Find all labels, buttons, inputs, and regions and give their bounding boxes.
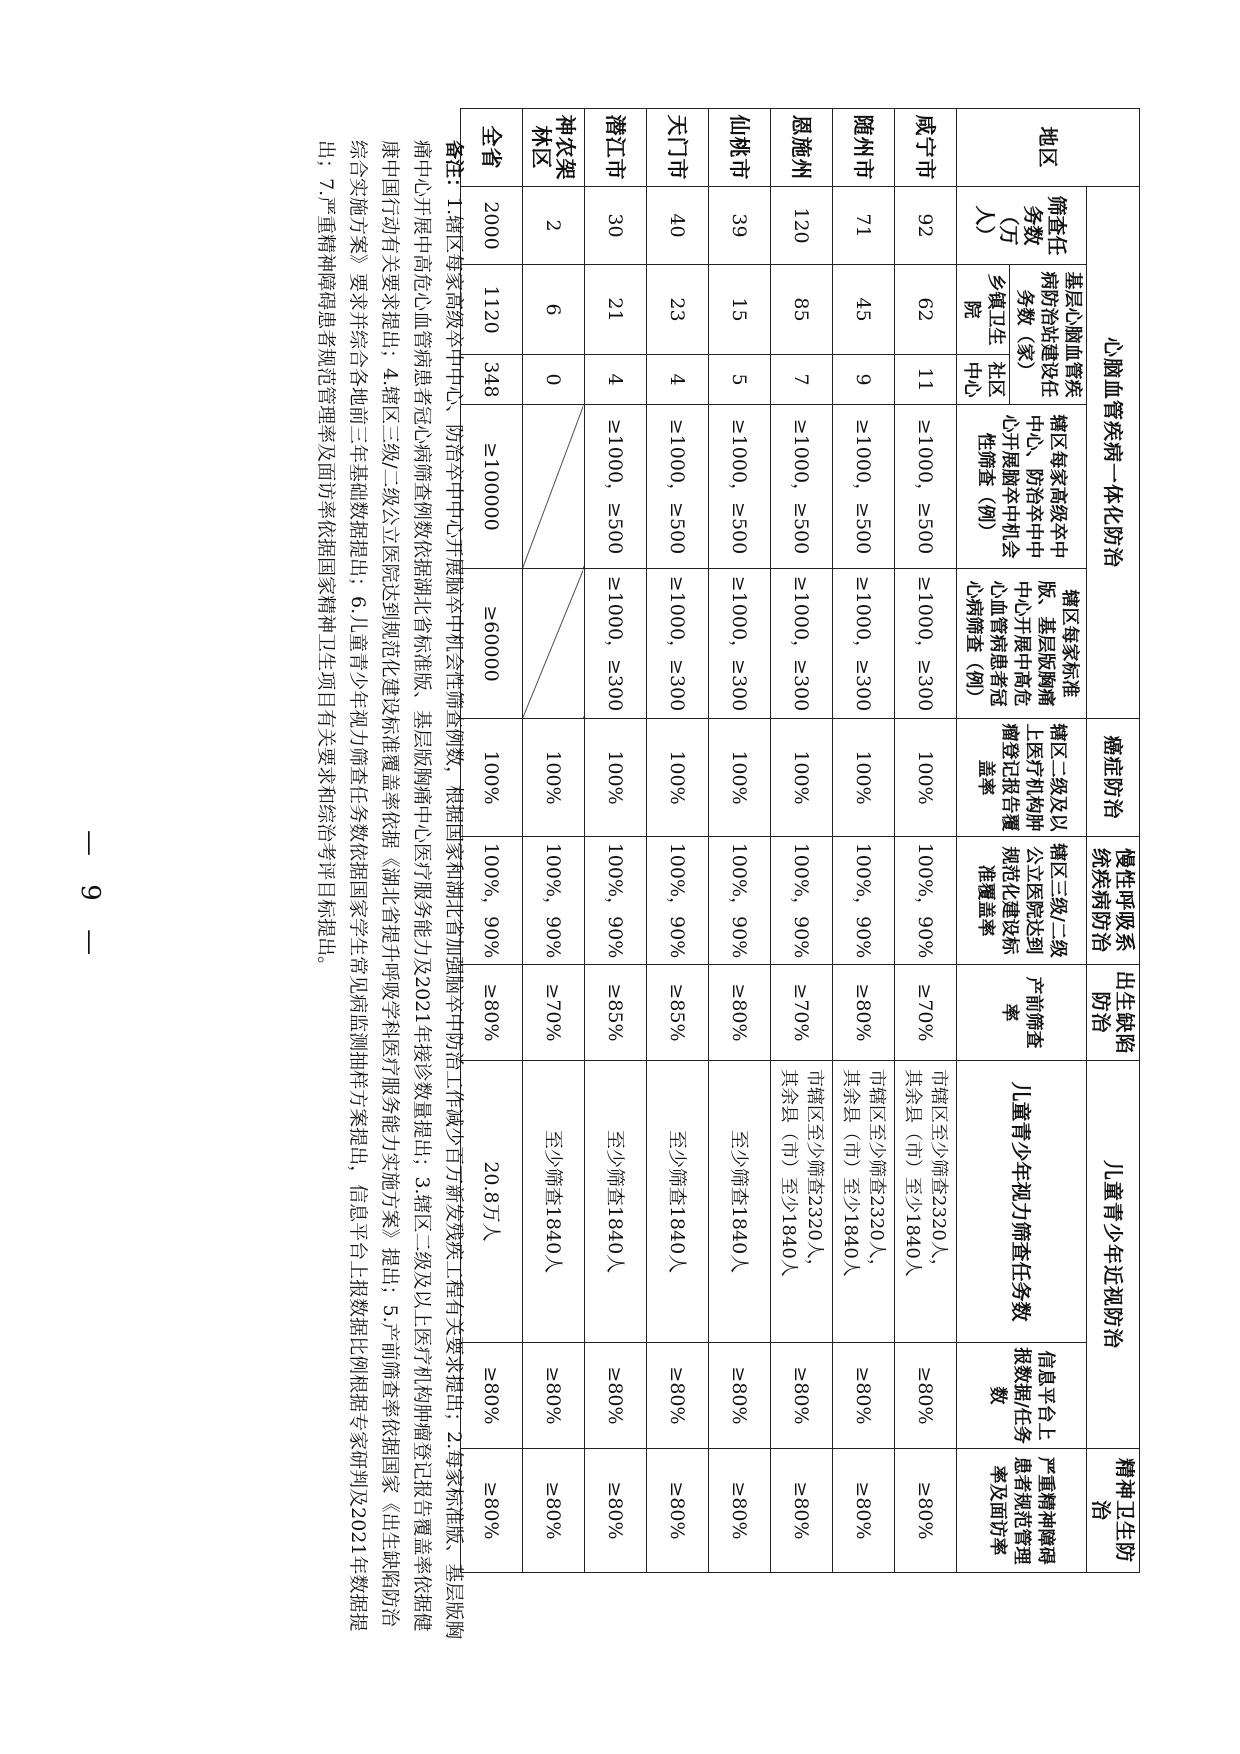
- myopia-header: 儿童青少年近视防治: [1087, 1061, 1140, 1449]
- task-cell: 30: [585, 187, 647, 265]
- stroke-cell: ≥1000，≥500: [895, 405, 957, 569]
- township-cell: 15: [709, 265, 771, 355]
- table-row: [709, 109, 771, 1573]
- info-cell: ≥80%: [895, 1343, 957, 1449]
- community-cell: 4: [647, 355, 709, 405]
- cancer-header: 癌症防治: [1087, 719, 1140, 837]
- stroke-cell: ≥1000，≥500: [771, 405, 833, 569]
- table-row: [895, 109, 957, 1573]
- cancer-col-header: 辖区二级及以上医疗机构肿瘤登记报告覆盖率: [957, 719, 1087, 837]
- vision-header: 儿童青少年视力筛查任务数: [957, 1061, 1087, 1343]
- township-cell: 45: [833, 265, 895, 355]
- vision-line-1: 市辖区至少筛查2320人，: [866, 1069, 888, 1277]
- vision-cell: [585, 1061, 647, 1343]
- vision-line-2: 其余县（市）至少1840人: [778, 1069, 800, 1277]
- cancer-cell: 100%: [523, 719, 585, 837]
- chest-cell: [523, 569, 585, 719]
- community-cell: 4: [585, 355, 647, 405]
- info-cell: ≥80%: [461, 1343, 523, 1449]
- mental-cell: ≥80%: [523, 1449, 585, 1573]
- cardio-header: 心脑血管疾病一体化防治: [1087, 187, 1140, 719]
- stroke-cell: ≥1000，≥500: [709, 405, 771, 569]
- page-number: — 9 —: [75, 830, 105, 966]
- chest-cell: ≥1000，≥300: [647, 569, 709, 719]
- resp-cell: 100%，90%: [833, 837, 895, 965]
- stroke-cell: ≥1000，≥500: [585, 405, 647, 569]
- resp-cell: 100%，90%: [523, 837, 585, 965]
- footnote-text: 1.辖区每家高级卒中中心、防治卒中中心开展脑卒中机会性筛查例数，根据国家和湖北省加强脑卒中防治工作减少百万新发残疾工程有关要求提出；2.每家标准版、基层版胸痛中心开展中高危心血管病患者冠心病筛查例数依据湖北省标准版、基层版胸痛中心医疗服务能力及2021年接诊数量提出；3.辖区二级及以上医疗机构肿瘤登记报告覆盖率依据健康中国行动有关要求提出；4.辖区三级/二级公立医院达到规范化建设标准覆盖率依据《湖北省提升呼吸学科医疗服务能力实施方案》提出；5.产前筛查率依据国家《出生缺陷防治综合实施方案》要求并综合各地前三年基础数据提出；6.儿童青少年视力筛查任务数依据国家学生常见病监测抽样方案提出，信息平台上报数据比例根据专家研判及2021年数据提出；7.严重精神障碍患者规范管理率及面访率依据国家精神卫生项目有关要求和综治考评目标提出。: [315, 140, 465, 1640]
- birth-cell: ≥80%: [461, 965, 523, 1061]
- mental-cell: ≥80%: [895, 1449, 957, 1573]
- birth-cell: ≥70%: [523, 965, 585, 1061]
- task-header: 筛查任务数（万人）: [957, 187, 1087, 265]
- township-cell: 23: [647, 265, 709, 355]
- vision-cell: [647, 1061, 709, 1343]
- cancer-cell: 100%: [647, 719, 709, 837]
- chest-cell: ≥1000，≥300: [895, 569, 957, 719]
- vision-line-1: 20.8万人: [480, 1161, 503, 1242]
- mental-col-header: 严重精神障碍患者规范管理率及面访率: [957, 1449, 1087, 1573]
- mental-cell: ≥80%: [833, 1449, 895, 1573]
- table-row: [647, 109, 709, 1573]
- birth-cell: ≥70%: [895, 965, 957, 1061]
- mental-cell: ≥80%: [771, 1449, 833, 1573]
- stroke-header: 辖区每家高级卒中中心、防治卒中中心开展脑卒中机会性筛查（例）: [957, 405, 1087, 569]
- table-row: [771, 109, 833, 1573]
- birth-col-header: 产前筛查率: [957, 965, 1087, 1061]
- vision-line-1: 至少筛查1840人: [666, 1129, 689, 1274]
- vision-cell: [895, 1061, 957, 1343]
- cancer-cell: 100%: [461, 719, 523, 837]
- resp-header: 慢性呼吸系统疾病防治: [1087, 837, 1140, 965]
- vision-line-1: 至少筛查1840人: [542, 1129, 565, 1274]
- chest-cell: ≥1000，≥300: [771, 569, 833, 719]
- birth-cell: ≥85%: [647, 965, 709, 1061]
- vision-line-2: 其余县（市）至少1840人: [902, 1069, 924, 1277]
- community-cell: 348: [461, 355, 523, 405]
- task-cell: 120: [771, 187, 833, 265]
- stroke-cell: [523, 405, 585, 569]
- task-cell: 40: [647, 187, 709, 265]
- birth-cell: ≥80%: [709, 965, 771, 1061]
- info-cell: ≥80%: [523, 1343, 585, 1449]
- region-cell: 恩施州: [771, 109, 833, 187]
- birth-header: 出生缺陷防治: [1087, 965, 1140, 1061]
- chest-cell: ≥1000，≥300: [585, 569, 647, 719]
- info-cell: ≥80%: [585, 1343, 647, 1449]
- info-cell: ≥80%: [709, 1343, 771, 1449]
- township-cell: 85: [771, 265, 833, 355]
- vision-line-1: 市辖区至少筛查2320人，: [928, 1069, 950, 1277]
- info-header: 信息平台上报数据/任务数: [957, 1343, 1087, 1449]
- vision-cell: [709, 1061, 771, 1343]
- cancer-cell: 100%: [895, 719, 957, 837]
- region-cell: 全省: [461, 109, 523, 187]
- stroke-cell: ≥1000，≥500: [647, 405, 709, 569]
- township-header: 乡镇卫生院: [957, 265, 1010, 355]
- region-header: 地区: [957, 109, 1140, 187]
- resp-cell: 100%，90%: [647, 837, 709, 965]
- stroke-cell: ≥100000: [461, 405, 523, 569]
- community-cell: 7: [771, 355, 833, 405]
- region-cell: 随州市: [833, 109, 895, 187]
- birth-cell: ≥85%: [585, 965, 647, 1061]
- vision-line-1: 市辖区至少筛查2320人，: [804, 1069, 826, 1277]
- mental-cell: ≥80%: [709, 1449, 771, 1573]
- cancer-cell: 100%: [833, 719, 895, 837]
- resp-cell: 100%，90%: [771, 837, 833, 965]
- vision-line-1: 至少筛查1840人: [728, 1129, 751, 1274]
- footnote: [310, 140, 470, 1640]
- task-table: [460, 108, 1140, 1573]
- info-cell: ≥80%: [647, 1343, 709, 1449]
- community-cell: 9: [833, 355, 895, 405]
- vision-line-1: 至少筛查1840人: [604, 1129, 627, 1274]
- vision-cell: [771, 1061, 833, 1343]
- mental-cell: ≥80%: [585, 1449, 647, 1573]
- chest-header: 辖区每家标准版、基层版胸痛中心开展中高危心血管病患者冠心病筛查（例）: [957, 569, 1087, 719]
- region-cell: 咸宁市: [895, 109, 957, 187]
- table-row: [833, 109, 895, 1573]
- township-cell: 1120: [461, 265, 523, 355]
- vision-cell: [833, 1061, 895, 1343]
- township-cell: 6: [523, 265, 585, 355]
- region-cell: 天门市: [647, 109, 709, 187]
- cancer-cell: 100%: [771, 719, 833, 837]
- township-cell: 62: [895, 265, 957, 355]
- township-cell: 21: [585, 265, 647, 355]
- chest-cell: ≥1000，≥300: [709, 569, 771, 719]
- cancer-cell: 100%: [585, 719, 647, 837]
- task-cell: 39: [709, 187, 771, 265]
- birth-cell: ≥80%: [833, 965, 895, 1061]
- stroke-cell: ≥1000，≥500: [833, 405, 895, 569]
- mental-cell: ≥80%: [461, 1449, 523, 1573]
- table-row: [523, 109, 585, 1573]
- mental-header: 精神卫生防治: [1087, 1449, 1140, 1573]
- resp-cell: 100%，90%: [585, 837, 647, 965]
- task-cell: 2: [523, 187, 585, 265]
- info-cell: ≥80%: [833, 1343, 895, 1449]
- community-cell: 0: [523, 355, 585, 405]
- community-cell: 5: [709, 355, 771, 405]
- chest-cell: ≥60000: [461, 569, 523, 719]
- vision-cell: [523, 1061, 585, 1343]
- station-header: 基层心脑血管疾病防治站建设任务数（家）: [1010, 265, 1087, 405]
- footnote-label: 备注：: [443, 140, 465, 198]
- task-cell: 2000: [461, 187, 523, 265]
- task-cell: 92: [895, 187, 957, 265]
- mental-cell: ≥80%: [647, 1449, 709, 1573]
- chest-cell: ≥1000，≥300: [833, 569, 895, 719]
- region-cell: 仙桃市: [709, 109, 771, 187]
- info-cell: ≥80%: [771, 1343, 833, 1449]
- community-header: 社区中心: [957, 355, 1010, 405]
- resp-cell: 100%，90%: [895, 837, 957, 965]
- resp-col-header: 辖区三级/二级公立医院达到规范化建设标准覆盖率: [957, 837, 1087, 965]
- region-cell: 潜江市: [585, 109, 647, 187]
- community-cell: 11: [895, 355, 957, 405]
- region-cell: 神农架林区: [523, 109, 585, 187]
- resp-cell: 100%，90%: [709, 837, 771, 965]
- resp-cell: 100%，90%: [461, 837, 523, 965]
- task-cell: 71: [833, 187, 895, 265]
- cancer-cell: 100%: [709, 719, 771, 837]
- birth-cell: ≥70%: [771, 965, 833, 1061]
- vision-line-2: 其余县（市）至少1840人: [840, 1069, 862, 1277]
- table-row: [585, 109, 647, 1573]
